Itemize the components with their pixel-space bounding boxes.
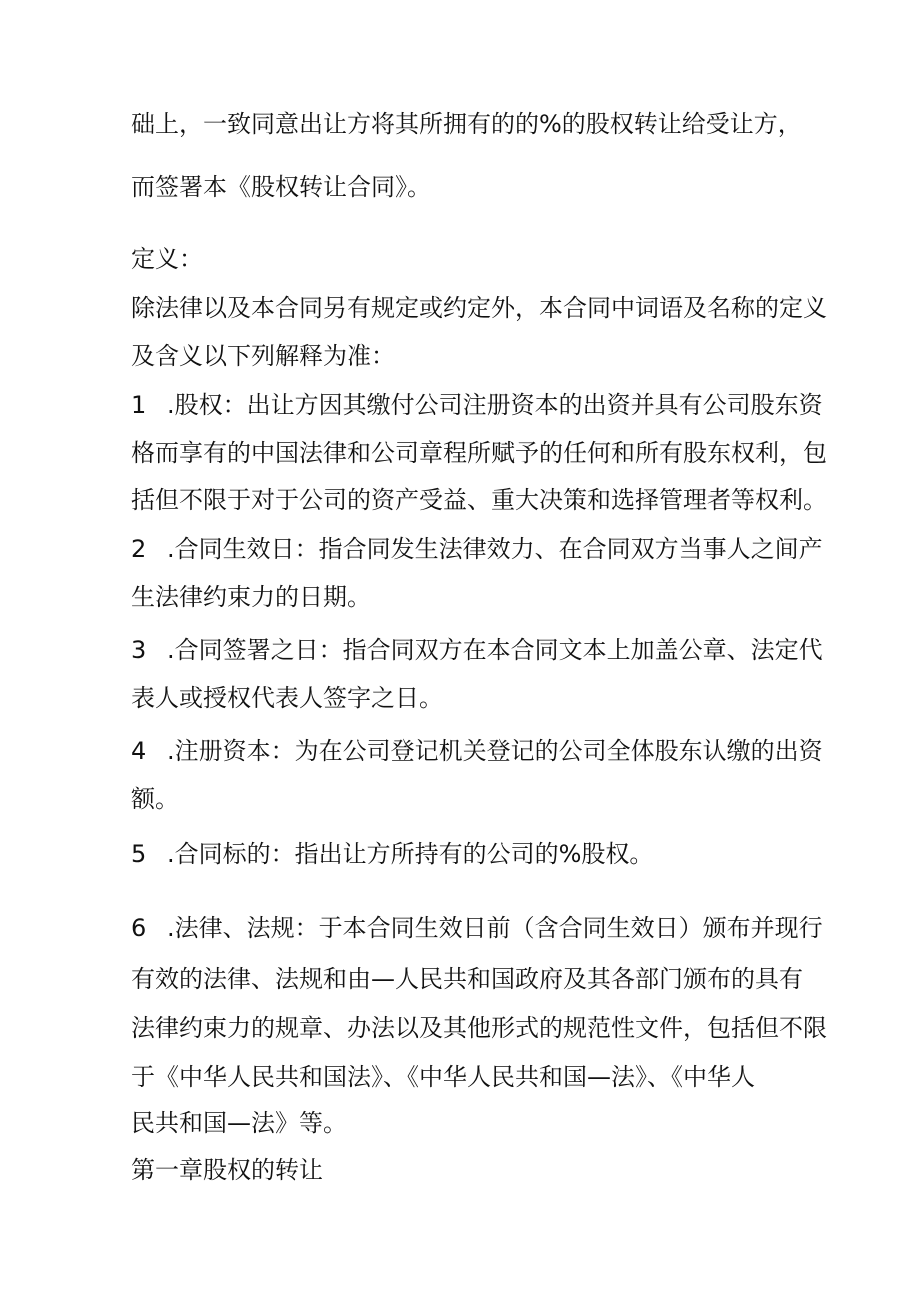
definition-item-6-line-5: 民共和国—法》等。 xyxy=(131,1109,347,1137)
definition-item-5-line-1 xyxy=(131,838,653,870)
definition-item-text: .股权：出让方因其缴付公司注册资本的出资并具有公司股东资 xyxy=(167,391,823,419)
definition-item-3-line-2: 表人或授权代表人签字之日。 xyxy=(131,684,443,712)
definition-item-6-line-4: 于《中华人民共和国法》、《中华人民共和国—法》、《中华人 xyxy=(131,1063,755,1091)
definition-item-text: .合同标的：指出让方所持有的公司的%股权。 xyxy=(167,840,654,868)
definitions-preamble-line-1: 除法律以及本合同另有规定或约定外，本合同中词语及名称的定义 xyxy=(131,294,827,322)
definition-item-number: 1 xyxy=(131,391,147,419)
definition-item-3-line-1 xyxy=(131,634,823,666)
definition-item-text: .法律、法规：于本合同生效日前（含合同生效日）颁布并现行 xyxy=(167,914,823,942)
definition-item-text: .合同签署之日：指合同双方在本合同文本上加盖公章、法定代 xyxy=(167,636,823,664)
definition-item-1-line-2: 格而享有的中国法律和公司章程所赋予的任何和所有股东权利，包 xyxy=(131,439,827,467)
definitions-heading: 定义： xyxy=(131,245,203,273)
intro-line-2: 而签署本《股权转让合同》。 xyxy=(131,173,431,201)
definition-item-4-line-2: 额。 xyxy=(131,785,179,813)
definitions-preamble-line-2: 及含义以下列解释为准： xyxy=(131,342,395,370)
definition-item-1-line-1 xyxy=(131,389,823,421)
definition-item-number: 3 xyxy=(131,636,147,664)
definition-item-6-line-3: 法律约束力的规章、办法以及其他形式的规范性文件，包括但不限 xyxy=(131,1014,827,1042)
definition-item-number: 6 xyxy=(131,914,147,942)
intro-line-1: 础上，一致同意出让方将其所拥有的的%的股权转让给受让方， xyxy=(131,110,802,138)
definition-item-2-line-1 xyxy=(131,533,823,565)
definition-item-number: 2 xyxy=(131,535,147,563)
definition-item-number: 5 xyxy=(131,840,147,868)
chapter-heading: 第一章股权的转让 xyxy=(131,1156,323,1184)
definition-item-1-line-3: 括但不限于对于公司的资产受益、重大决策和选择管理者等权利。 xyxy=(131,486,827,514)
definition-item-2-line-2: 生法律约束力的日期。 xyxy=(131,583,371,611)
definition-item-number: 4 xyxy=(131,737,147,765)
definition-item-4-line-1 xyxy=(131,735,823,767)
definition-item-6-line-2: 有效的法律、法规和由—人民共和国政府及其各部门颁布的具有 xyxy=(131,965,803,993)
definition-item-text: .合同生效日：指合同发生法律效力、在合同双方当事人之间产 xyxy=(167,535,823,563)
definition-item-6-line-1 xyxy=(131,912,823,944)
definition-item-text: .注册资本：为在公司登记机关登记的公司全体股东认缴的出资 xyxy=(167,737,823,765)
